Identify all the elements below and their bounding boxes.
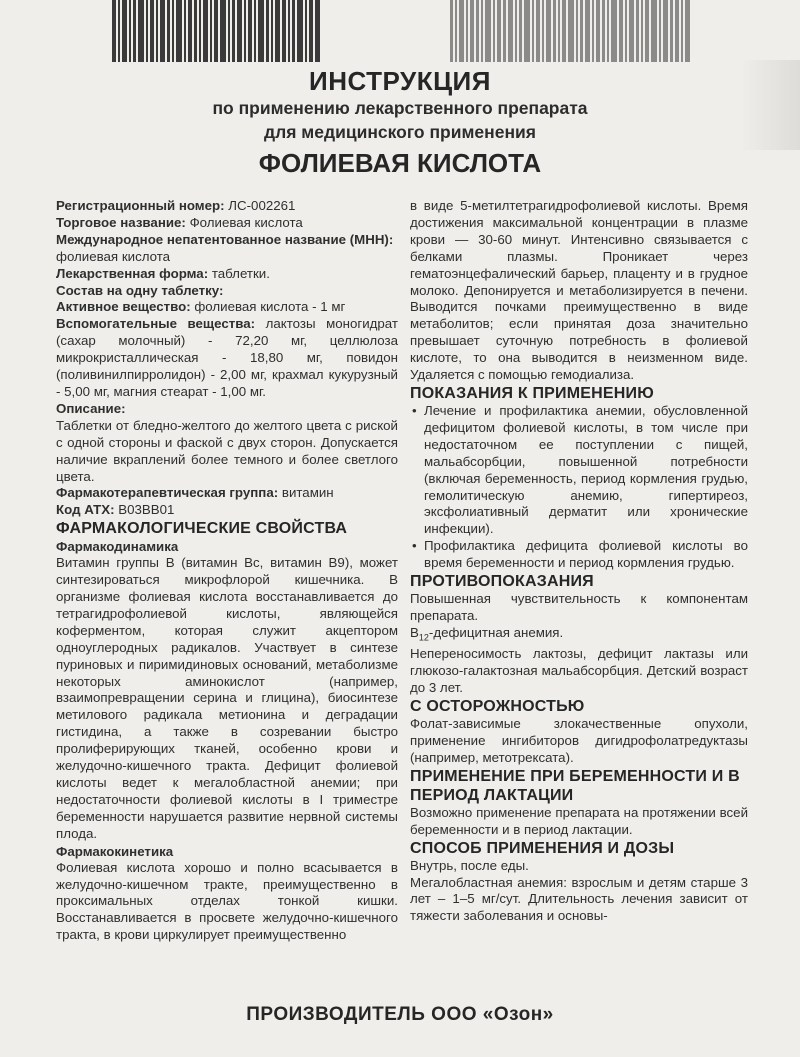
inn-label: Международное непатентованное название (МНН): [56, 231, 394, 247]
document-subtitle-2: для медицинского применения [263, 122, 537, 142]
pharmacodynamics-heading: Фармакодинамика [56, 539, 179, 555]
list-item: • Профилактика дефицита фолиевой кислоты во время беременности и период кормления грудью. [410, 538, 748, 572]
trade-name-value: Фолиевая кислота [189, 214, 303, 230]
dosage-form-value: таблетки. [211, 265, 270, 281]
dosage-text-1: Внутрь, после еды. [410, 857, 529, 873]
section-heading-contraindications: ПРОТИВОПОКАЗАНИЯ [410, 573, 594, 591]
pharm-group [56, 485, 398, 502]
pharmacokinetics-text: Фолиевая кислота хорошо и полно всасывается в желудочно-кишечном тракте, преимущественно в проксимальных отделах тонкой кишки. Восстанавливается в просвете желудочно-кишечного тракта, в крови циркулирует преимущественно [56, 859, 398, 943]
document-header [0, 66, 800, 180]
right-column [410, 198, 748, 925]
atc-value: B03BB01 [118, 502, 175, 518]
excipients-label: Вспомогательные вещества: [56, 316, 256, 332]
barcode-left [112, 0, 344, 62]
registration-label: Регистрационный номер: [56, 198, 225, 213]
excipients [56, 316, 398, 401]
manufacturer-footer: ПРОИЗВОДИТЕЛЬ ООО «Озон» [246, 1004, 554, 1025]
document-subtitle-1: по применению лекарственного препарата [212, 98, 588, 118]
dosage-text-2: Мегалобластная анемия: взрослым и детям старше 3 лет – 1–5 мг/сут. Длительность лечения зависит от тяжести заболевания и основы- [410, 874, 748, 924]
contraindications-text-1: Повышенная чувствительность к компонентам препарата. [410, 591, 748, 623]
registration-value: ЛС-002261 [228, 198, 296, 213]
dosage-form [56, 266, 398, 283]
pharm-group-label: Фармакотерапевтическая группа: [56, 485, 279, 501]
b12-rest: -дефицитная анемия. [428, 624, 564, 640]
active-substance-label: Активное вещество: [56, 299, 191, 315]
b12-subscript: 12 [418, 632, 429, 643]
trade-name [56, 215, 398, 232]
left-column [56, 198, 398, 944]
section-heading-pharmacology: ФАРМАКОЛОГИЧЕСКИЕ СВОЙСТВА [56, 520, 348, 538]
pharm-group-value: витамин [281, 485, 334, 501]
section-heading-caution: С ОСТОРОЖНОСТЬЮ [410, 698, 585, 716]
caution-text: Фолат-зависимые злокачественные опухоли, применение ингибиторов дигидрофолатредуктазы (например, метотрексата). [410, 716, 748, 765]
description-text: Таблетки от бледно-желтого до желтого цвета с риской с одной стороны и фаской с двух сторон. Допускается наличие вкраплений более темного и более светлого цвета. [56, 417, 398, 484]
inn-value: фолиевая кислота [56, 248, 171, 264]
barcode-right [450, 0, 750, 62]
dosage-form-label: Лекарственная форма: [56, 265, 209, 281]
trade-name-label: Торговое название: [56, 214, 186, 230]
section-heading-indications: ПОКАЗАНИЯ К ПРИМЕНЕНИЮ [410, 384, 654, 402]
contraindications-b12 [410, 625, 748, 647]
pharmacokinetics-heading: Фармакокинетика [56, 843, 174, 859]
pharmacokinetics-continued: в виде 5-метилтетрагидрофолиевой кислоты. Время достижения максимальной концентрации в плазме крови — 30-60 минут. Интенсивно связывается с белками плазмы. Проникает через гематоэнцефалический барьер, плаценту и в грудное молоко. Депонируется и метаболизируется в печени. Выводится почками преимущественно в виде метаболитов; если принятая доза значительно превышает суточную потребность в фолиевой кислоте, то она выводится в неизменном виде. Удаляется с помощью гемодиализа. [410, 198, 748, 383]
pharmacodynamics-text: Витамин группы B (витамин Bc, витамин B9), может синтезироваться микрофлорой кишечника. В организме фолиевая кислота восстанавливается до тетрагидрофолиевой кислоты, являющейся коферментом, которая служит акцептором одноуглеродных радикалов. Участвует в синтезе пуриновых и пиримидиновых оснований, метаболизме некоторых аминокислот (например, взаимопревращении серина и глицина), биосинтезе метилового радикала метионина и деградации гистидина, а также в созревании быстро пролиферирующих тканей, особенно крови и желудочно-кишечного тракта. Дефицит фолиевой кислоты ведет к мегалобластной анемии; при недостаточности фолиевой кислоты в I триместре беременности нарушается развитие нервной системы плода. [56, 555, 398, 841]
inn [56, 232, 398, 266]
atc-label: Код АТХ: [56, 502, 115, 518]
list-item: • Лечение и профилактика анемии, обусловленной дефицитом фолиевой кислоты, в том числе при недостаточном ее поступлении с пищей, мальабсорбции, повышенной потребности (включая беременность, период кормления грудью, гемолитическую анемию, гипертиреоз, эксфолиативный дерматит или хронические инфекции). [410, 403, 748, 538]
atc-code [56, 502, 398, 519]
document-title: ИНСТРУКЦИЯ [309, 66, 491, 96]
section-heading-pregnancy: ПРИМЕНЕНИЕ ПРИ БЕРЕМЕННОСТИ И В ПЕРИОД ЛАКТАЦИИ [410, 767, 740, 804]
active-substance-value: фолиевая кислота - 1 мг [194, 299, 346, 315]
drug-name: ФОЛИЕВАЯ КИСЛОТА [258, 148, 542, 178]
section-heading-dosage: СПОСОБ ПРИМЕНЕНИЯ И ДОЗЫ [410, 839, 675, 857]
excipients-value: лактозы моногидрат (сахар молочный) - 72,20 мг, целлюлоза микрокристаллическая - 18,80 мг, повидон (поливинилпирролидон) - 2,00 мг, крахмал кукурузный - 5,00 мг, магния стеарат - 1,00 мг. [56, 316, 399, 399]
b12-prefix: B [410, 624, 419, 640]
active-substance [56, 299, 398, 316]
description-label: Описание: [56, 400, 126, 416]
pregnancy-text: Возможно применение препарата на протяжении всей беременности и в период лактации. [410, 804, 748, 837]
contraindications-text-2: Непереносимость лактозы, дефицит лактазы или глюкозо-галактозная мальабсорбция. Детский возраст до 3 лет. [410, 646, 748, 696]
indications-list [410, 403, 748, 572]
composition-label: Состав на одну таблетку: [56, 282, 224, 298]
registration-number [56, 198, 398, 215]
